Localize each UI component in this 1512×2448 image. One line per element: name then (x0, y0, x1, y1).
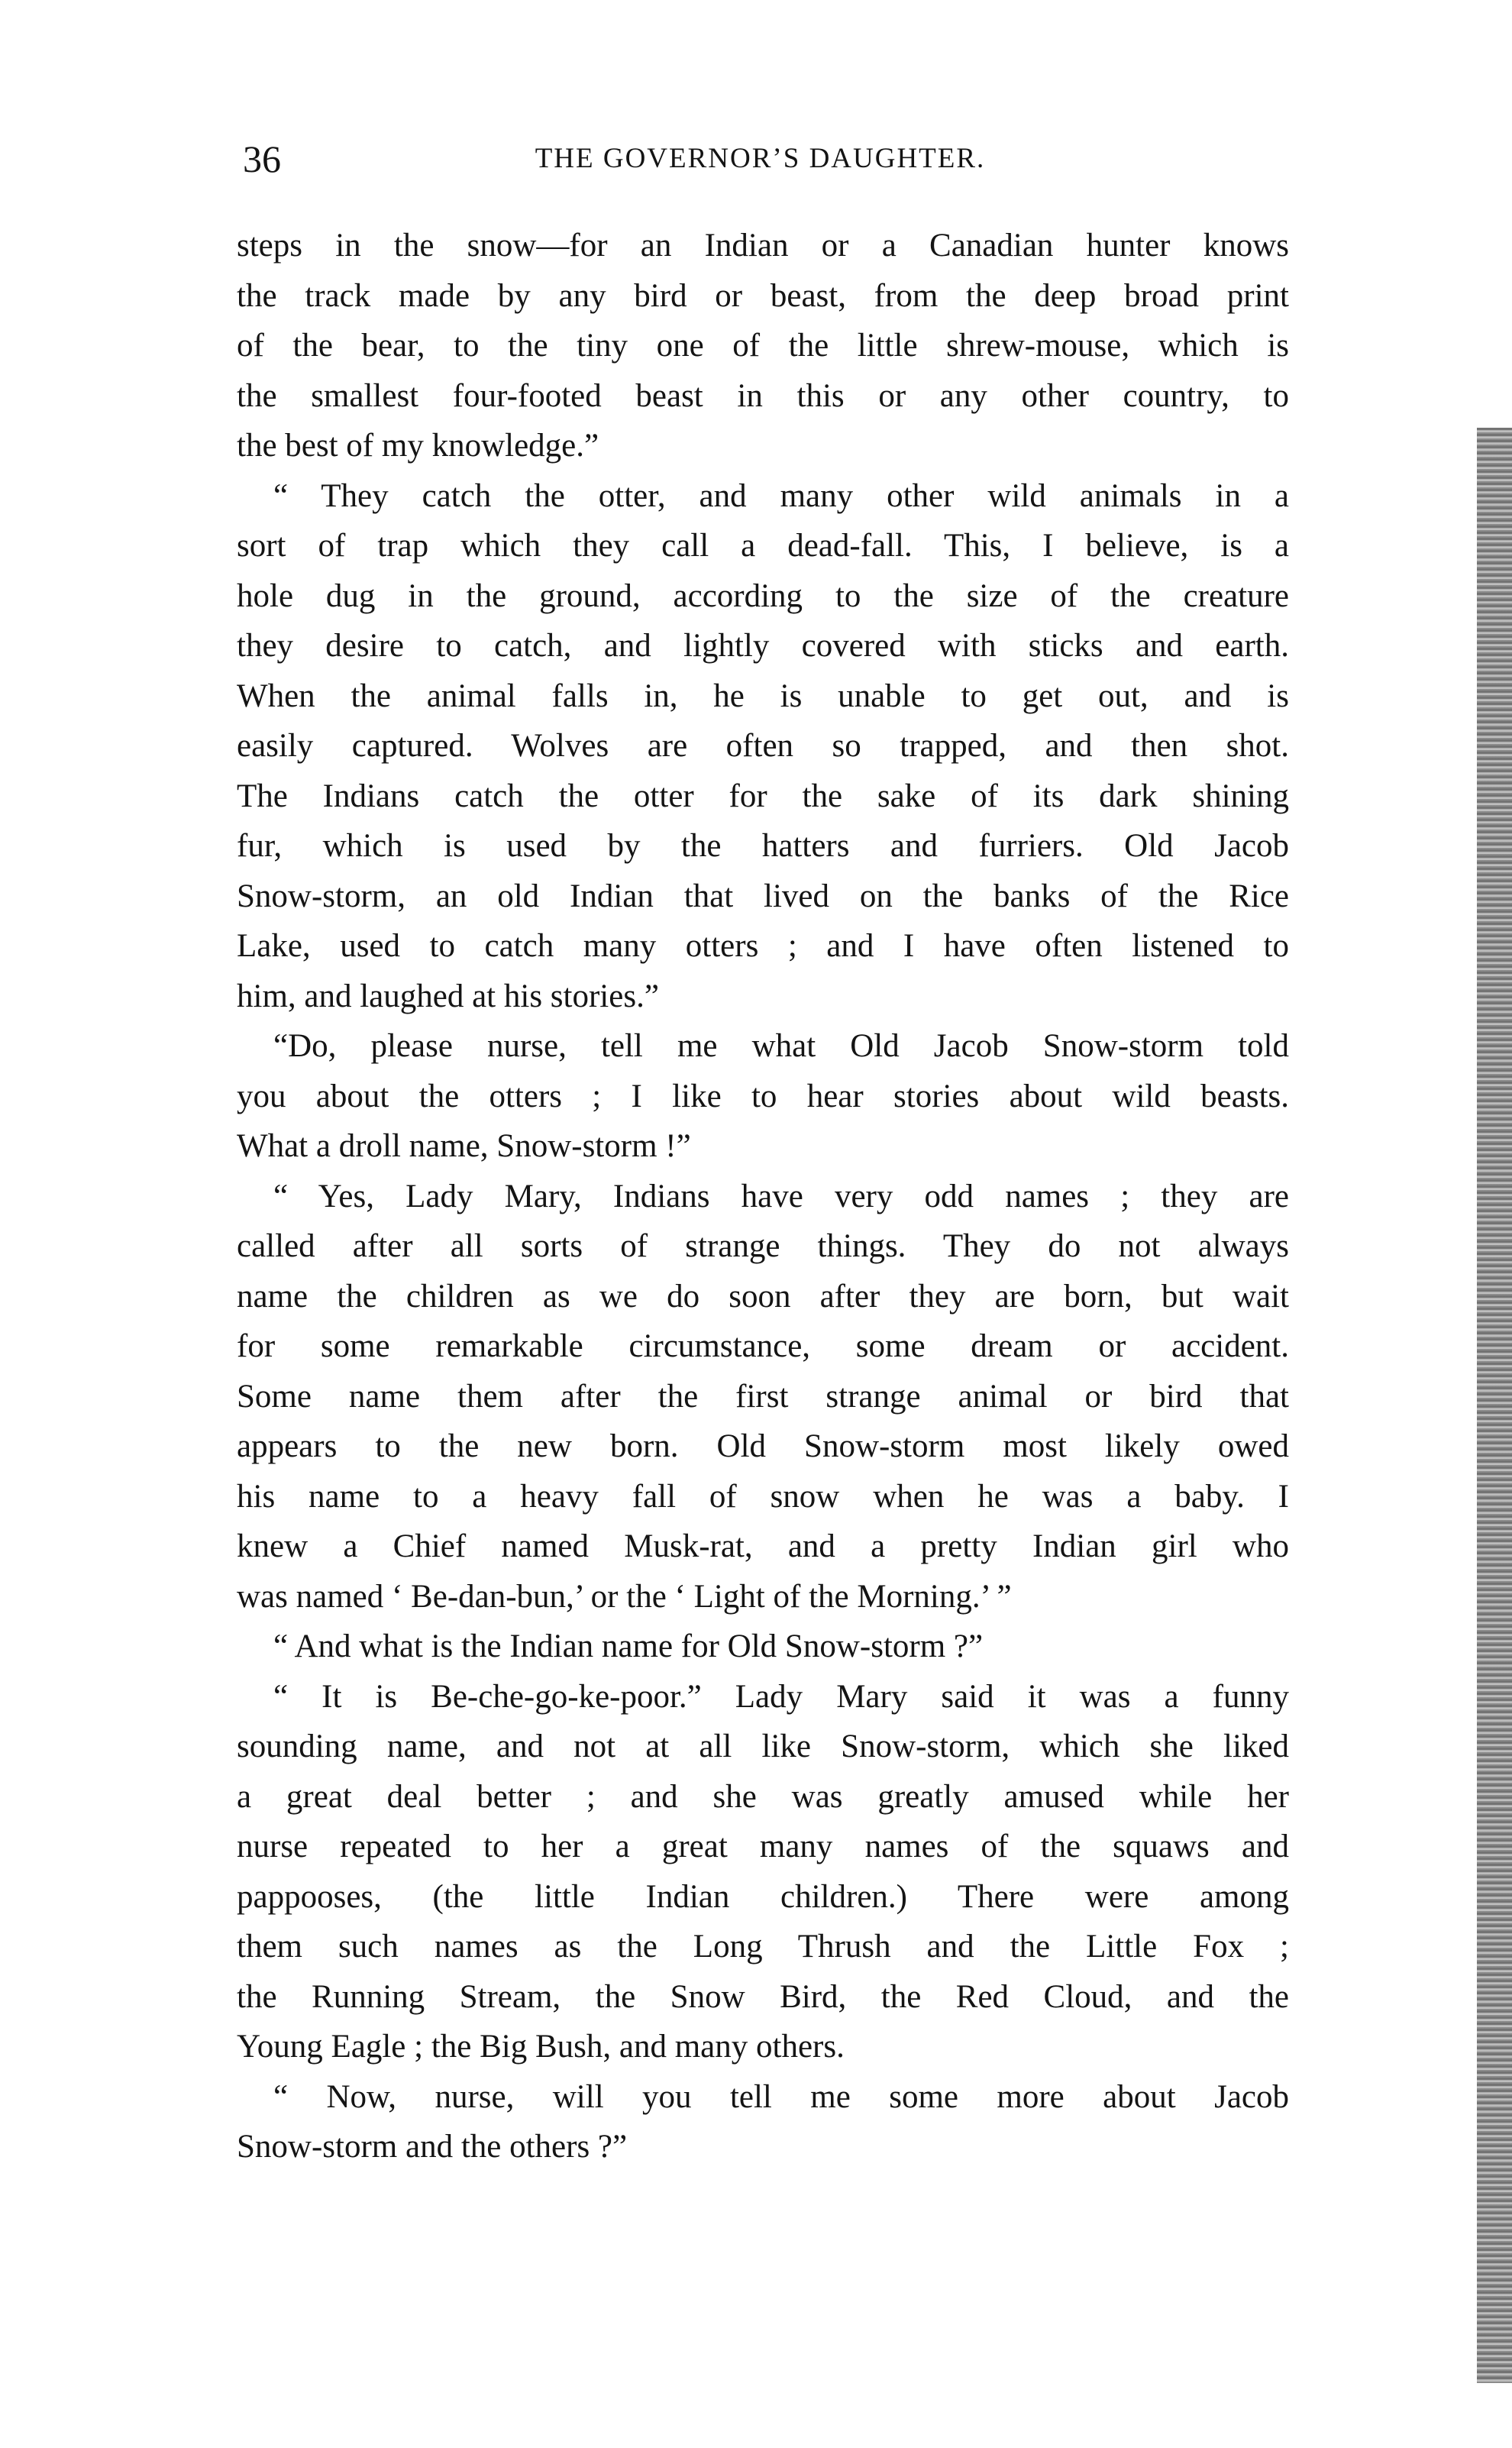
text-line: knew a Chief named Musk-rat, and a pretty Indian girl who (237, 1528, 1289, 1564)
text-line: Young Eagle ; the Big Bush, and many others. (237, 2029, 845, 2065)
text-line: the best of my knowledge.” (237, 428, 599, 464)
text-line: the track made by any bird or beast, from the deep broad print (237, 277, 1289, 314)
text-line: nurse repeated to her a great many names of the squaws and (237, 1829, 1289, 1864)
text-line: the smallest four-footed beast in this or any other country, to (237, 377, 1289, 414)
text-line: for some remarkable circumstance, some dream or accident. (237, 1328, 1289, 1364)
text-line: When the animal falls in, he is unable to get out, and is (237, 677, 1289, 714)
text-line: they desire to catch, and lightly covered with sticks and earth. (237, 628, 1289, 664)
text-line: Lake, used to catch many otters ; and I have often listened to (237, 928, 1289, 964)
text-line: “ They catch the otter, and many other wild animals in a (273, 477, 1289, 514)
text-line: pappooses, (the little Indian children.) There were among (237, 1878, 1289, 1915)
text-line: “Do, please nurse, tell me what Old Jacob Snow-storm told (273, 1028, 1289, 1064)
text-line: steps in the snow—for an Indian or a Canadian hunter knows (237, 228, 1289, 264)
text-line: was named ‘ Be-dan-bun,’ or the ‘ Light of the Morning.’ ” (237, 1578, 1012, 1615)
page-edge-strip (1477, 428, 1512, 2383)
text-line: hole dug in the ground, according to the size of the creature (237, 577, 1289, 614)
page-number: 36 (243, 137, 281, 180)
text-line: them such names as the Long Thrush and the Little Fox ; (237, 1929, 1289, 1965)
text-line: What a droll name, Snow-storm !” (237, 1128, 691, 1164)
text-line: “ And what is the Indian name for Old Snow-storm ?” (273, 1628, 984, 1664)
text-line: his name to a heavy fall of snow when he was a baby. I (237, 1478, 1289, 1515)
page-header (243, 128, 1278, 189)
text-line: The Indians catch the otter for the sake of its dark shining (237, 778, 1289, 814)
text-line: him, and laughed at his stories.” (237, 978, 659, 1014)
text-line: easily captured. Wolves are often so trapped, and then shot. (237, 728, 1289, 764)
text-line: the Running Stream, the Snow Bird, the Red Cloud, and the (237, 1978, 1289, 2015)
body-text (237, 221, 1289, 2172)
text-line: “ Now, nurse, will you tell me some more about Jacob (273, 2078, 1289, 2115)
text-line: called after all sorts of strange things. They do not always (237, 1228, 1289, 1264)
text-line: “ It is Be-che-go-ke-poor.” Lady Mary said it was a funny (273, 1678, 1289, 1715)
text-line: Snow-storm, an old Indian that lived on the banks of the Rice (237, 878, 1289, 914)
text-line: appears to the new born. Old Snow-storm most likely owed (237, 1428, 1289, 1464)
text-line: name the children as we do soon after they are born, but wait (237, 1278, 1289, 1315)
text-line: sort of trap which they call a dead-fall. This, I believe, is a (237, 528, 1289, 564)
text-line: of the bear, to the tiny one of the little shrew-mouse, which is (237, 328, 1289, 364)
text-line: Some name them after the first strange animal or bird that (237, 1378, 1289, 1415)
text-line: Snow-storm and the others ?” (237, 2129, 628, 2165)
running-title: THE GOVERNOR’S DAUGHTER. (535, 143, 986, 174)
text-line: a great deal better ; and she was greatly amused while her (237, 1778, 1289, 1815)
text-line: fur, which is used by the hatters and furriers. Old Jacob (237, 828, 1289, 864)
text-line: “ Yes, Lady Mary, Indians have very odd names ; they are (273, 1178, 1289, 1214)
text-line: you about the otters ; I like to hear stories about wild beasts. (237, 1078, 1289, 1114)
text-line: sounding name, and not at all like Snow-storm, which she liked (237, 1728, 1289, 1764)
